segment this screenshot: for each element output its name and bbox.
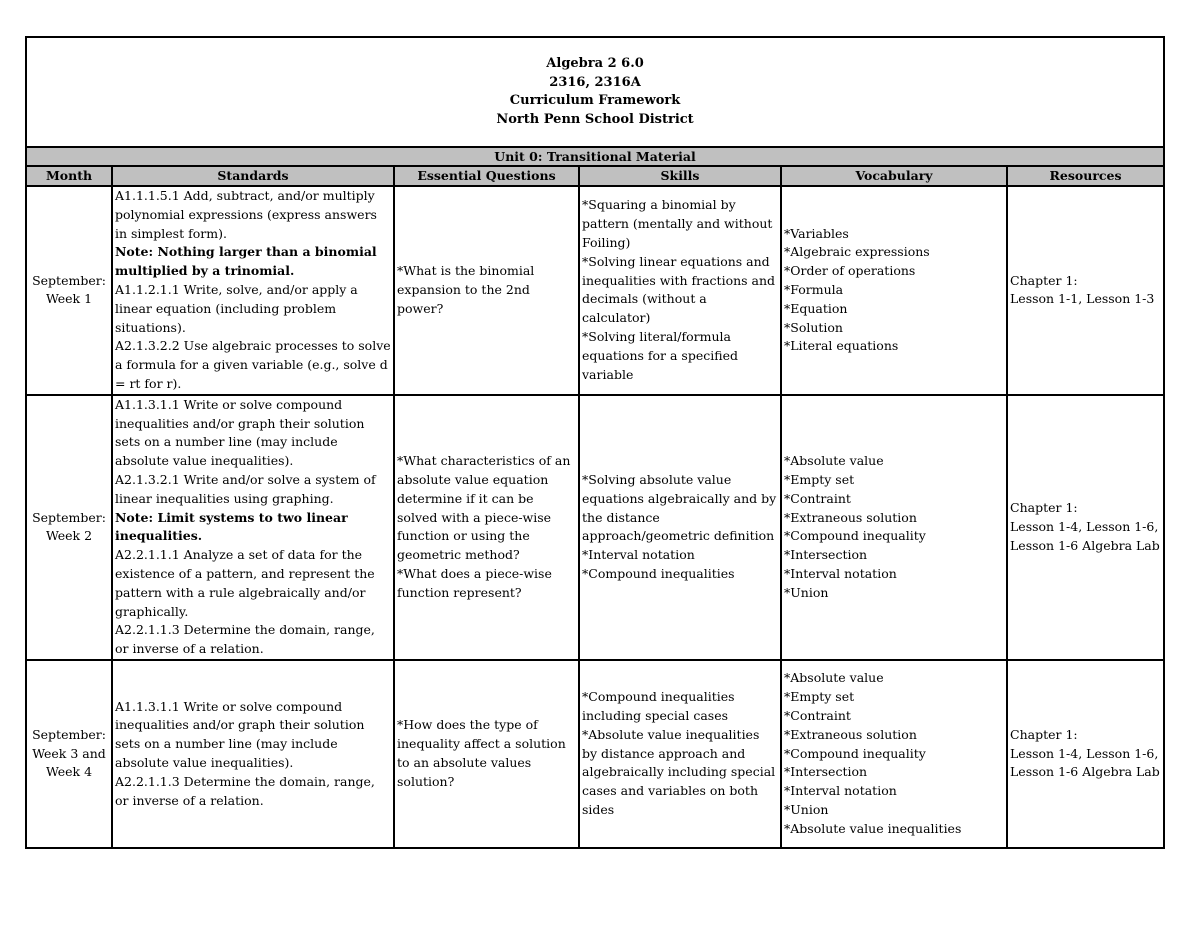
vocabulary-item: *Equation [784, 300, 848, 316]
title-line-4: North Penn School District [496, 111, 694, 127]
vocabulary-item: *Interval notation [784, 783, 897, 799]
vocabulary-item: *Union [784, 801, 829, 817]
question-item: *What characteristics of an absolute value equation determine if it can be solved with a piece-wise function or using the geometric method? [397, 453, 571, 563]
skill-item: *Squaring a binomial by pattern (mentally and without Foiling) [582, 197, 773, 250]
vocabulary-item: *Intersection [784, 764, 868, 780]
table-row [26, 395, 1164, 660]
essential-questions-cell [394, 395, 579, 660]
vocabulary-cell [781, 660, 1007, 848]
document-title-block [26, 37, 1164, 147]
question-item: *What is the binomial expansion to the 2nd power? [397, 263, 535, 316]
skills-cell [579, 395, 781, 660]
vocabulary-item: *Compound inequality [784, 528, 926, 544]
vocabulary-item: *Interval notation [784, 565, 897, 581]
skills-cell [579, 186, 781, 395]
vocabulary-item: *Absolute value [784, 670, 884, 686]
skill-item: *Solving linear equations and inequalities with fractions and decimals (without a calculator) [582, 253, 776, 326]
resource-item: Lesson 1-4, Lesson 1-6, Lesson 1-6 Algebra Lab [1010, 745, 1160, 780]
skill-item: *Compound inequalities including special cases [582, 689, 735, 723]
vocabulary-cell [781, 186, 1007, 395]
vocabulary-item: *Absolute value [784, 453, 884, 469]
standard-item: A1.1.3.1.1 Write or solve compound inequalities and/or graph their solution sets on a number line (may include absolute value inequalities). [115, 698, 365, 770]
skills-cell [579, 660, 781, 848]
resources-cell [1007, 395, 1164, 660]
standards-cell [112, 186, 394, 395]
essential-questions-cell [394, 660, 579, 848]
vocabulary-item: *Compound inequality [784, 745, 926, 761]
essential-questions-cell [394, 186, 579, 395]
title-line-1: Algebra 2 6.0 [546, 56, 644, 71]
standard-note: Note: Limit systems to two linear inequalities. [115, 509, 348, 544]
standard-item: A1.1.2.1.1 Write, solve, and/or apply a linear equation (including problem situations). [115, 281, 358, 335]
column-header-vocabulary: Vocabulary [781, 166, 1007, 186]
curriculum-document [25, 36, 1163, 849]
title-line-3: Curriculum Framework [509, 93, 681, 108]
standard-item: A2.2.1.1.3 Determine the domain, range, or inverse of a relation. [115, 622, 375, 657]
standard-note: Note: Nothing larger than a binomial multiplied by a trinomial. [115, 244, 377, 279]
vocabulary-item: *Intersection [784, 547, 868, 563]
resource-item: Lesson 1-4, Lesson 1-6, Lesson 1-6 Algebra Lab [1010, 518, 1160, 553]
column-header-resources: Resources [1007, 166, 1164, 186]
question-item: *What does a piece-wise function represent? [397, 565, 552, 600]
month-cell: September: Week 2 [26, 395, 112, 660]
standards-cell [112, 660, 394, 848]
skill-item: *Absolute value inequalities by distance approach and algebraically including special cases and variables on both sides [582, 726, 776, 817]
resources-cell [1007, 660, 1164, 848]
skill-item: *Interval notation [582, 547, 695, 563]
standard-item: A1.1.1.5.1 Add, subtract, and/or multiply polynomial expressions (express answers in simplest form). [115, 188, 377, 241]
vocabulary-item: *Formula [784, 281, 844, 297]
vocabulary-cell [781, 395, 1007, 660]
skill-item: *Compound inequalities [582, 565, 735, 581]
skill-item: *Solving literal/formula equations for a specified variable [582, 328, 738, 382]
vocabulary-item: *Algebraic expressions [784, 244, 930, 260]
resource-item: Lesson 1-1, Lesson 1-3 [1010, 291, 1155, 307]
standard-item: A2.1.3.2.2 Use algebraic processes to solve a formula for a given variable (e.g., solve d = rt for r). [115, 338, 391, 391]
skill-item: *Solving absolute value equations algebraically and by the distance approach/geometric definition [582, 471, 777, 544]
vocabulary-item: *Solution [784, 319, 843, 335]
standard-item: A2.1.3.2.1 Write and/or solve a system of linear inequalities using graphing. [115, 471, 376, 506]
unit-title: Unit 0: Transitional Material [26, 147, 1164, 166]
vocabulary-item: *Empty set [784, 689, 855, 705]
vocabulary-item: *Variables [784, 225, 849, 241]
standard-item: A2.2.1.1.1 Analyze a set of data for the existence of a pattern, and represent the pattern with a rule algebraically and/or graphically. [115, 547, 375, 619]
title-line-2: 2316, 2316A [549, 74, 641, 90]
column-header-essential-questions: Essential Questions [394, 166, 579, 186]
month-cell: September: Week 1 [26, 186, 112, 395]
vocabulary-item: *Contraint [784, 490, 851, 506]
resource-item: Chapter 1: [1010, 726, 1078, 742]
standard-item: A2.2.1.1.3 Determine the domain, range, or inverse of a relation. [115, 773, 375, 808]
month-cell: September: Week 3 and Week 4 [26, 660, 112, 848]
curriculum-table [25, 36, 1165, 849]
standards-cell [112, 395, 394, 660]
vocabulary-item: *Literal equations [784, 338, 899, 354]
column-header-skills: Skills [579, 166, 781, 186]
vocabulary-item: *Union [784, 584, 829, 600]
column-header-standards: Standards [112, 166, 394, 186]
resources-cell [1007, 186, 1164, 395]
vocabulary-item: *Absolute value inequalities [784, 820, 962, 836]
question-item: *How does the type of inequality affect a solution to an absolute values solution? [397, 717, 566, 789]
vocabulary-item: *Extraneous solution [784, 509, 917, 525]
vocabulary-item: *Extraneous solution [784, 726, 917, 742]
resource-item: Chapter 1: [1010, 500, 1078, 516]
standard-item: A1.1.3.1.1 Write or solve compound inequalities and/or graph their solution sets on a number line (may include absolute value inequalities). [115, 396, 365, 469]
table-row [26, 186, 1164, 395]
vocabulary-item: *Order of operations [784, 263, 916, 279]
resource-item: Chapter 1: [1010, 272, 1078, 288]
table-row [26, 660, 1164, 848]
column-header-row [26, 166, 1164, 186]
vocabulary-item: *Empty set [784, 471, 855, 487]
column-header-month: Month [26, 166, 112, 186]
vocabulary-item: *Contraint [784, 707, 851, 723]
